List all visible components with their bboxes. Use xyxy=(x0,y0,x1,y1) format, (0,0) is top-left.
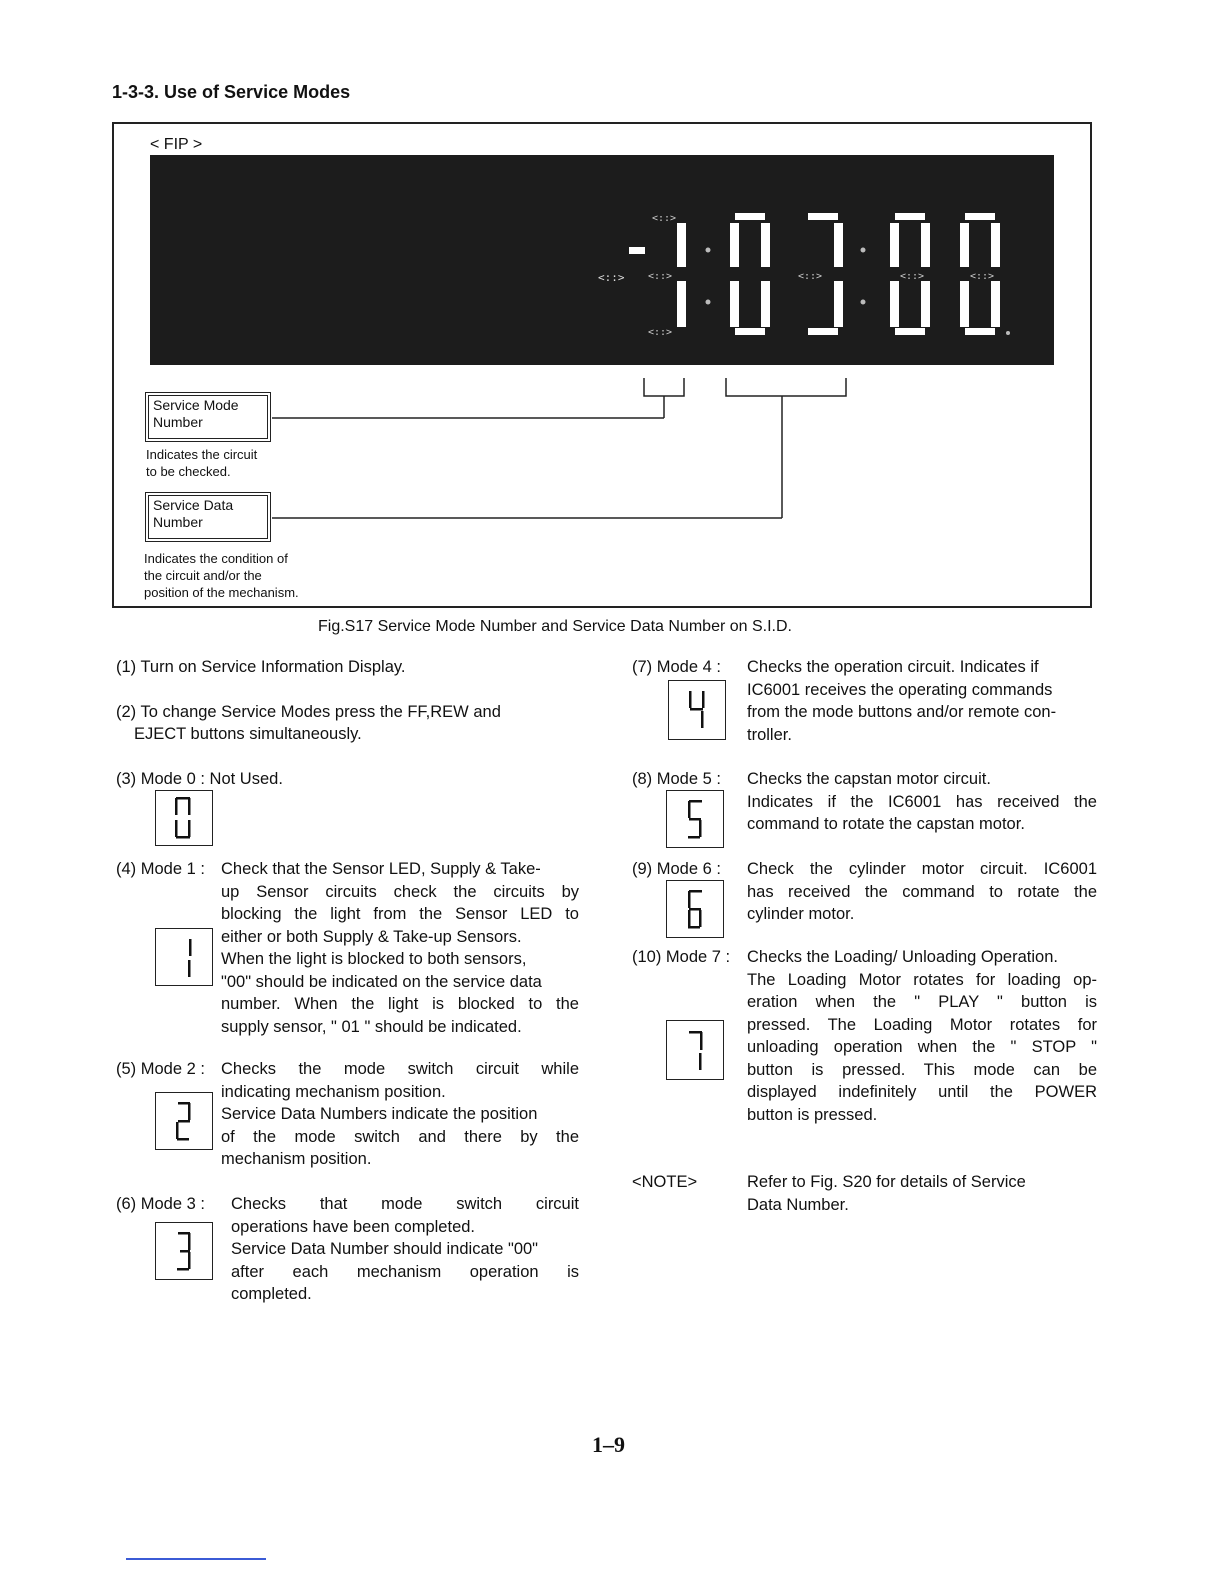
mode-5-digit-glyph xyxy=(667,791,723,847)
mode-4-description xyxy=(747,656,1097,746)
mode-1-line: "00" should be indicated on the service data xyxy=(221,972,542,991)
mode-1-line: Check that the Sensor LED, Supply & Take- xyxy=(221,860,541,878)
mode-5-line: command to rotate the capstan motor. xyxy=(747,815,1025,833)
mode-3-line: operations have been completed. xyxy=(231,1217,476,1236)
mode-7-label: (10) Mode 7 : xyxy=(632,948,731,966)
mode-0-digit-glyph xyxy=(156,791,212,845)
mode-6-digit-glyph xyxy=(667,881,723,937)
service-data-label-line1: Service Data xyxy=(153,497,234,513)
service-mode-note-line1: Indicates the circuit xyxy=(146,447,258,462)
mode-7-digit-glyph xyxy=(667,1021,723,1079)
mode-3-line: after each mechanism operation is xyxy=(231,1262,579,1281)
svg-text:<::>: <::> xyxy=(648,327,673,338)
bottom-rule xyxy=(126,1558,266,1560)
mode-4-line: from the mode buttons and/or remote con- xyxy=(747,703,1057,721)
mode-2-digit-glyph xyxy=(156,1093,212,1149)
mode-1-digit-glyph xyxy=(156,929,212,985)
mode-7-line: button is pressed. This mode can be xyxy=(747,1060,1097,1079)
mode-6-description xyxy=(747,858,1097,926)
service-data-number-box xyxy=(145,492,271,542)
service-data-note-line3: position of the mechanism. xyxy=(144,585,299,600)
service-mode-label-line1: Service Mode xyxy=(153,397,239,413)
service-data-note xyxy=(144,550,299,601)
mode-1-line: up Sensor circuits check the circuits by xyxy=(221,882,579,901)
mode-4-digit-glyph xyxy=(669,681,725,739)
mode-4-line: IC6001 receives the operating commands xyxy=(747,680,1053,699)
mode-2-description xyxy=(221,1058,579,1171)
service-data-note-line1: Indicates the condition of xyxy=(144,551,288,566)
service-data-note-line2: the circuit and/or the xyxy=(144,568,262,583)
item-1: (1) Turn on Service Information Display. xyxy=(116,658,406,676)
mode-0-digit-box xyxy=(155,790,213,846)
item-2-line1: (2) To change Service Modes press the FF,REW and xyxy=(116,703,501,721)
svg-text:<::>: <::> xyxy=(798,271,823,282)
page-number: 1–9 xyxy=(592,1432,625,1457)
mode-0-label: (3) Mode 0 : Not Used. xyxy=(116,770,283,788)
mode-4-digit-box xyxy=(668,680,726,740)
note-line: Data Number. xyxy=(747,1195,849,1214)
mode-5-line: Indicates if the IC6001 has received the xyxy=(747,792,1097,811)
mode-2-line: Checks the mode switch circuit while xyxy=(221,1060,579,1078)
mode-7-description xyxy=(747,969,1097,1127)
mode-6-line: Check the cylinder motor circuit. IC6001 xyxy=(747,860,1097,878)
mode-1-line: When the light is blocked to both sensors, xyxy=(221,950,527,968)
mode-1-line: number. When the light is blocked to the xyxy=(221,995,579,1013)
mode-7-line: displayed indefinitely until the POWER xyxy=(747,1083,1097,1101)
mode-6-digit-box xyxy=(666,880,724,938)
mode-7-line: button is pressed. xyxy=(747,1105,878,1124)
fip-display-panel xyxy=(150,155,1054,365)
section-title: 1-3-3. Use of Service Modes xyxy=(112,82,351,102)
mode-6-line: cylinder motor. xyxy=(747,905,855,923)
mode-3-line: completed. xyxy=(231,1285,312,1303)
figure-caption: Fig.S17 Service Mode Number and Service Data Number on S.I.D. xyxy=(318,618,792,635)
service-mode-note-line2: to be checked. xyxy=(146,464,231,479)
mode-3-digit-glyph xyxy=(156,1223,212,1279)
fip-label: < FIP > xyxy=(150,136,203,153)
mode-2-line: Service Data Numbers indicate the position xyxy=(221,1105,538,1123)
mode-1-line: blocking the light from the Sensor LED to xyxy=(221,905,579,923)
mode-1-description xyxy=(221,858,579,1038)
mode-5-label: (8) Mode 5 : xyxy=(632,770,721,788)
mode-4-line: Checks the operation circuit. Indicates if xyxy=(747,658,1039,676)
mode-3-description xyxy=(231,1193,579,1306)
mode-7-first-line: Checks the Loading/ Unloading Operation. xyxy=(747,948,1058,966)
service-data-label-line2: Number xyxy=(153,514,203,530)
mode-3-line: Service Data Number should indicate "00" xyxy=(231,1240,539,1258)
svg-text:<::>: <::> xyxy=(652,213,677,224)
note-label: <NOTE> xyxy=(632,1173,698,1191)
mode-5-line: Checks the capstan motor circuit. xyxy=(747,770,991,788)
mode-2-label: (5) Mode 2 : xyxy=(116,1060,205,1078)
item-2-line2: EJECT buttons simultaneously. xyxy=(134,725,362,743)
mode-2-line: of the mode switch and there by the xyxy=(221,1127,579,1146)
service-mode-number-box xyxy=(145,392,271,442)
mode-1-line: supply sensor, " 01 " should be indicated. xyxy=(221,1017,522,1036)
svg-text:<::>: <::> xyxy=(900,271,925,282)
mode-6-label: (9) Mode 6 : xyxy=(632,860,721,878)
fip-seven-segment-display xyxy=(150,155,1054,365)
note-line: Refer to Fig. S20 for details of Service xyxy=(747,1173,1026,1191)
mode-2-line: indicating mechanism position. xyxy=(221,1082,446,1101)
mode-7-line: unloading operation when the " STOP " xyxy=(747,1038,1097,1056)
svg-text:<::>: <::> xyxy=(648,271,673,282)
mode-7-digit-box xyxy=(666,1020,724,1080)
svg-text:<::>: <::> xyxy=(970,271,995,282)
mode-5-digit-box xyxy=(666,790,724,848)
mode-1-line: either or both Supply & Take-up Sensors. xyxy=(221,927,522,946)
note-text xyxy=(747,1171,1097,1216)
mode-4-label: (7) Mode 4 : xyxy=(632,658,721,676)
service-mode-note xyxy=(146,446,257,480)
mode-7-line: pressed. The Loading Motor rotates for xyxy=(747,1015,1097,1034)
svg-text:<::>: <::> xyxy=(598,271,625,284)
mode-7-line: The Loading Motor rotates for loading op- xyxy=(747,970,1097,989)
mode-1-digit-box xyxy=(155,928,213,986)
service-mode-label-line2: Number xyxy=(153,414,203,430)
mode-2-line: mechanism position. xyxy=(221,1150,372,1168)
mode-6-line: has received the command to rotate the xyxy=(747,882,1097,901)
mode-2-digit-box xyxy=(155,1092,213,1150)
mode-7-line: eration when the " PLAY " button is xyxy=(747,993,1097,1011)
mode-4-line: troller. xyxy=(747,725,792,744)
mode-5-description xyxy=(747,768,1097,836)
mode-3-line: Checks that mode switch circuit xyxy=(231,1195,579,1213)
mode-1-label: (4) Mode 1 : xyxy=(116,860,205,878)
mode-3-label: (6) Mode 3 : xyxy=(116,1195,205,1213)
mode-3-digit-box xyxy=(155,1222,213,1280)
